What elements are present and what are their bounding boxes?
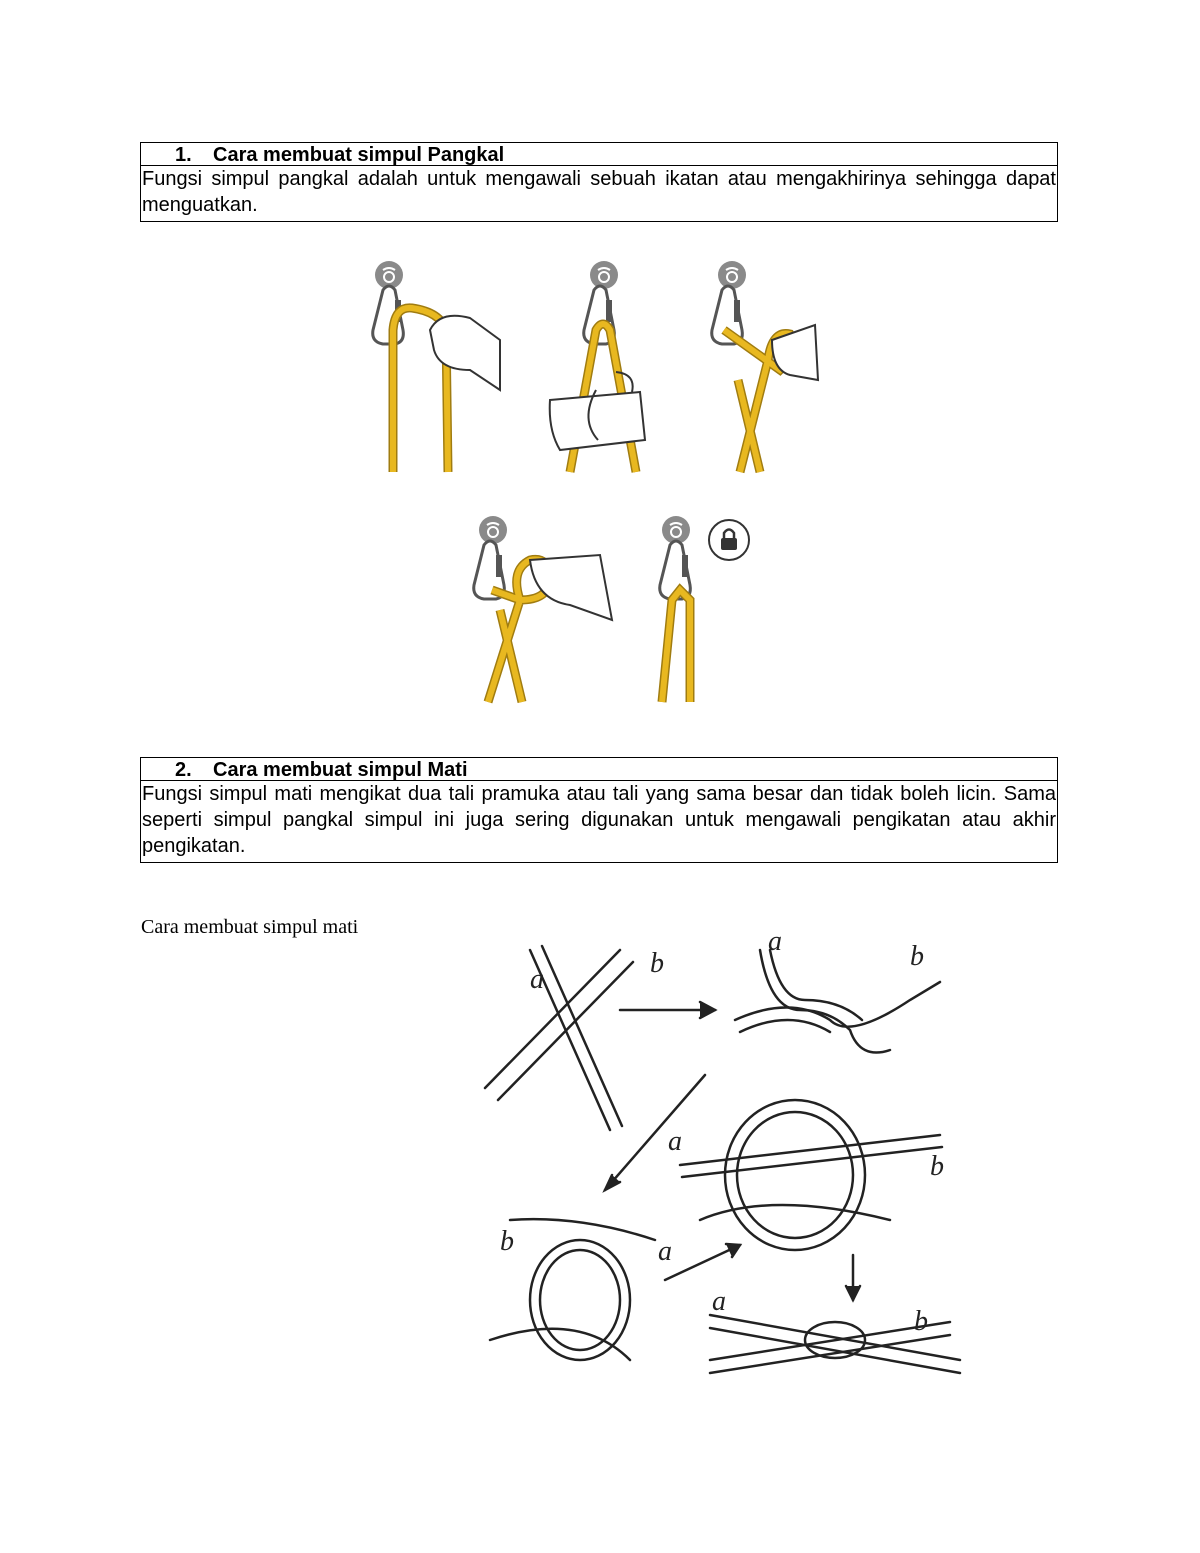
- knot-step-3: [680, 1100, 942, 1250]
- label-a-step2: a: [768, 926, 782, 957]
- label-a-step4: a: [658, 1236, 672, 1267]
- section-2-number: 2.: [175, 759, 192, 781]
- section-2-description: Fungsi simpul mati mengikat dua tali pramuka atau tali yang sama besar dan tidak boleh licin. Sama seperti simpul pangkal simpul ini juga sering digunakan untuk mengawali pengikatan atau akhir pengikatan.: [140, 781, 1058, 863]
- clove-hitch-illustration: [0, 0, 1200, 720]
- clove-step-2: [550, 261, 645, 472]
- lock-icon: [709, 520, 749, 560]
- clove-step-3: [712, 261, 818, 472]
- section-2-title: Cara membuat simpul Mati: [213, 759, 468, 781]
- label-a-step5: a: [712, 1286, 726, 1317]
- label-b-step3: b: [930, 1151, 944, 1182]
- clove-step-1: [373, 261, 500, 472]
- square-knot-caption: Cara membuat simpul mati: [141, 916, 359, 938]
- square-knot-illustration: [470, 920, 990, 1380]
- label-a-step1: a: [530, 964, 544, 995]
- label-b-step4: b: [500, 1226, 514, 1257]
- knot-step-4: [490, 1219, 655, 1360]
- clove-step-4: [474, 516, 612, 702]
- arrow-up-right-icon: [665, 1244, 740, 1280]
- label-b-step5: b: [914, 1306, 928, 1337]
- section-2-heading: [140, 757, 1058, 781]
- arrow-down-left-icon: [605, 1075, 705, 1190]
- label-b-step1: b: [650, 948, 664, 979]
- section-1-description: Fungsi simpul pangkal adalah untuk mengawali sebuah ikatan atau mengakhirinya sehingga dapat menguatkan.: [140, 166, 1058, 222]
- arrow-right-icon: [620, 1002, 715, 1018]
- arrow-down-icon: [846, 1255, 860, 1300]
- clove-step-5: [660, 516, 749, 702]
- section-1-title: Cara membuat simpul Pangkal: [213, 144, 505, 166]
- section-1-heading: [140, 142, 1058, 166]
- section-1-number: 1.: [175, 144, 192, 166]
- label-a-step3: a: [668, 1126, 682, 1157]
- label-b-step2: b: [910, 941, 924, 972]
- rope-labels: [500, 926, 944, 1337]
- knot-step-1: [485, 946, 633, 1130]
